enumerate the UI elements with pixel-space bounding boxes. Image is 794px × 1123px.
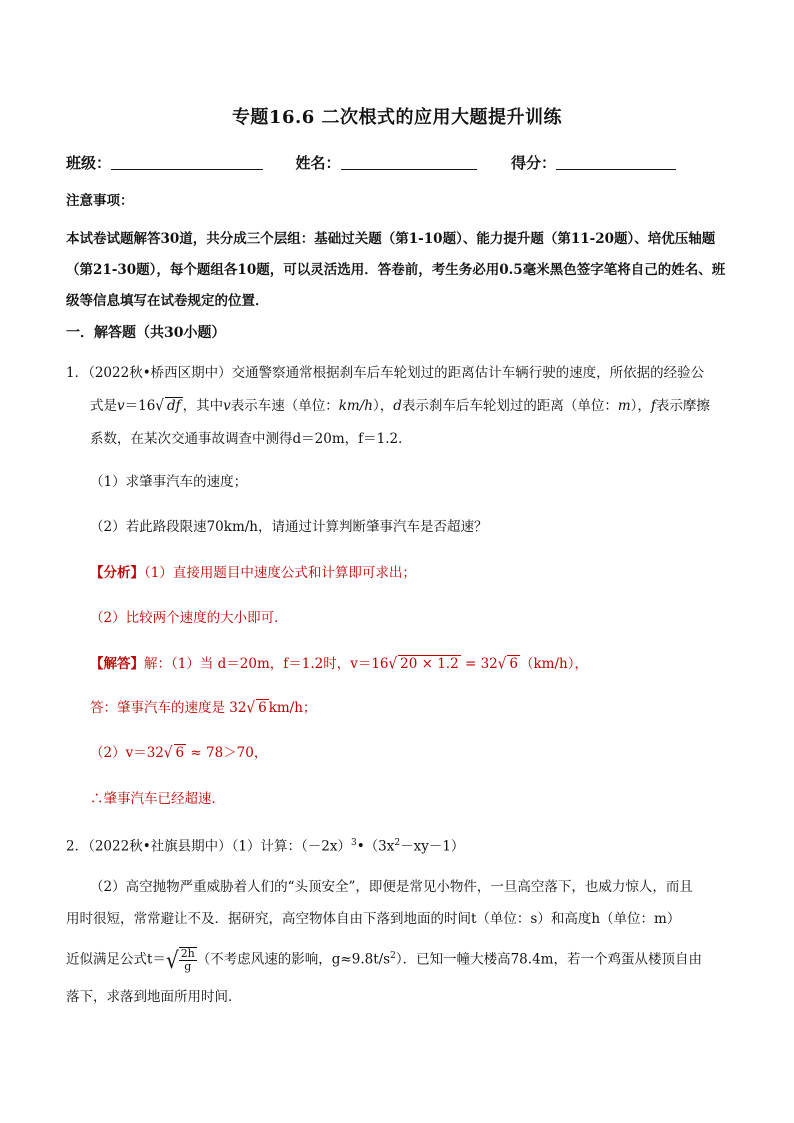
page-title: 专题16.6 二次根式的应用大题提升训练 bbox=[231, 107, 563, 128]
q1-measured-values: d＝20m，f＝1.2． bbox=[292, 431, 412, 447]
score-blank[interactable] bbox=[556, 155, 676, 170]
q2-part2-line-3: 近似满足公式t＝√ $\frac{2h}{g}$ （不考虑风速的影响，$g\approx 9.8t/s^2$）．已知一幢大楼高78.4m，若一个鸡蛋从楼顶自由 bbox=[66, 946, 702, 974]
class-blank[interactable] bbox=[111, 155, 263, 170]
class-label: 班级： bbox=[66, 154, 112, 172]
analysis-tag: 【分析】 bbox=[90, 565, 144, 581]
q1-line-2: 式是v＝16√ df ，其中v表示车速（单位：km/h），d表示刹车后车轮划过的距离（单位：m），f表示摩擦 bbox=[90, 396, 710, 416]
q1-analysis-2: （2）比较两个速度的大小即可． bbox=[90, 610, 288, 626]
notice-heading: 注意事项： bbox=[66, 193, 134, 209]
q1-answer-1: 答：肇事汽车的速度是 32√ 6 km/h； bbox=[90, 698, 317, 718]
q1-conclusion: ∴肇事汽车已经超速． bbox=[90, 791, 225, 807]
q1-part-2: （2）若此路段限速70km/h，请通过计算判断肇事汽车是否超速？ bbox=[90, 519, 488, 535]
solution-tag: 【解答】 bbox=[90, 656, 144, 672]
q2-part2-line-2: 用时很短，常常避让不及．据研究，高空物体自由下落到地面的时间t（单位：s）和高度h（单位：m） bbox=[66, 911, 681, 927]
q1-part-1: （1）求肇事汽车的速度； bbox=[90, 474, 248, 490]
q2-part2-line-1: （2）高空抛物严重威胁着人们的“头顶安全”，即便是常见小物件，一旦高空落下，也威力惊人，而且 bbox=[90, 879, 693, 895]
name-label: 姓名： bbox=[295, 154, 341, 172]
q2-part2-line-4: 落下，求落到地面所用时间． bbox=[66, 989, 242, 1005]
q1-solution-2: （2）v＝32√ 6 ≈ 78＞70， bbox=[90, 743, 268, 763]
q1-line-3: 系数，在某次交通事故调查中测得d＝20m，f＝1.2． bbox=[90, 431, 412, 447]
student-info-row bbox=[66, 152, 676, 173]
q1-analysis-1: 【分析】（1）直接用题目中速度公式和计算即可求出； bbox=[90, 565, 416, 581]
notice-body: 本试卷试题解答30道，共分成三个层组：基础过关题（第1-10题）、能力提升题（第11-20题）、培优压轴题（第21-30题），每个题组各10题，可以灵活选用．答卷前，考生务必用0.5毫米黑色签字笔将自己的姓名、班级等信息填写在试卷规定的位置． bbox=[66, 231, 726, 309]
q1-line-1: 1．（2022秋•桥西区期中）交通警察通常根据刹车后车轮划过的距离估计车辆行驶的速度，所依据的经验公 bbox=[66, 365, 705, 381]
q1-solution-1: 【解答】解：（1）当 d＝20m，f＝1.2时，v＝16√ 20 × 1.2 = 32√ 6 （km/h）， bbox=[90, 654, 588, 674]
score-label: 得分： bbox=[510, 154, 556, 172]
section-heading: 一．解答题（共30小题） bbox=[66, 325, 226, 341]
q2-line-1: 2．（2022秋•社旗县期中）（1）计算：$(-2x)^3•(3x^2-xy-1)$ bbox=[66, 838, 465, 855]
name-blank[interactable] bbox=[341, 155, 477, 170]
